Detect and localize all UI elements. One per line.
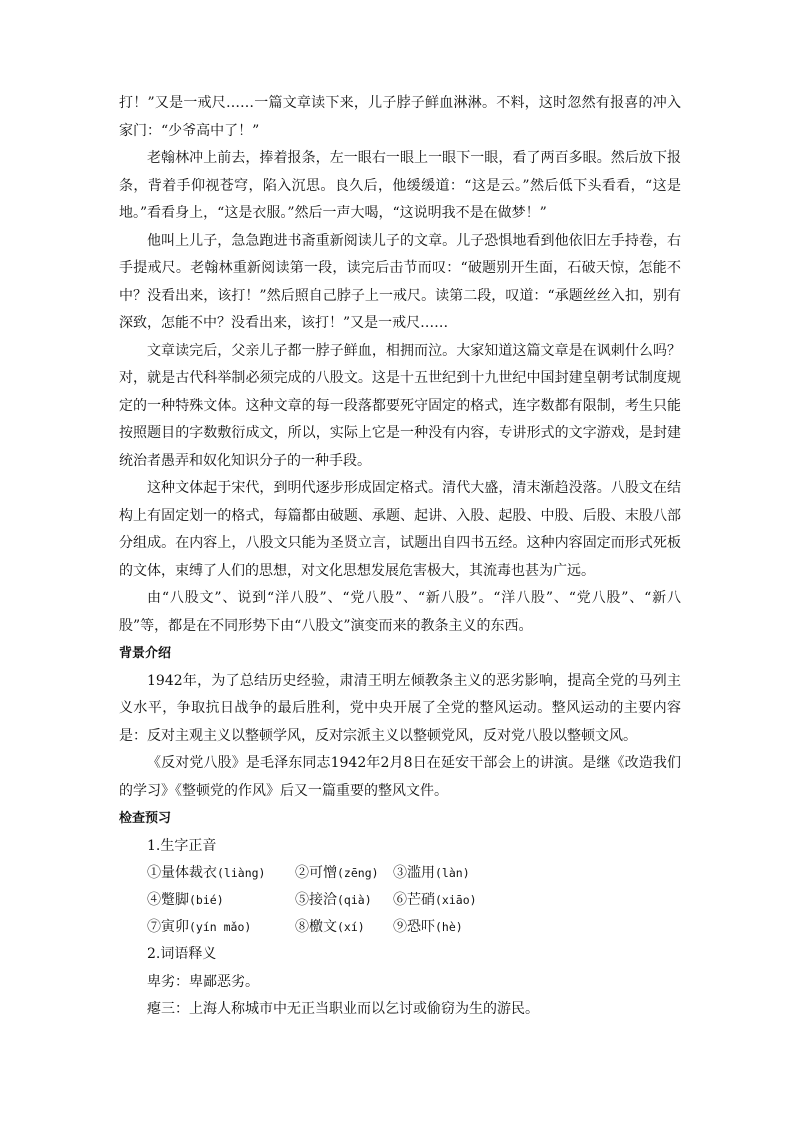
pinyin: (qià) xyxy=(337,893,372,907)
background-paragraph-2: 《反对党八股》是毛泽东同志1942年2月8日在延安干部会上的讲演。是继《改造我们的学习》《整顿党的作风》后又一篇重要的整风文件。 xyxy=(119,755,681,799)
pinyin: (bié) xyxy=(189,893,224,907)
word: ②可憎 xyxy=(295,865,337,881)
definitions-section-title: 2.词语释义 xyxy=(147,946,217,962)
word: ①量体裁衣 xyxy=(147,865,217,881)
pronunciation-item xyxy=(295,914,393,941)
pronunciation-section-title: 1.生字正音 xyxy=(147,837,217,854)
pinyin: (xí) xyxy=(337,920,365,934)
background-heading: 背景介绍 xyxy=(119,646,172,661)
word: ⑦寅卯 xyxy=(147,919,189,935)
document-page xyxy=(119,90,681,1024)
explanation-paragraph-3: 由“八股文”、说到“洋八股”、“党八股”、“新八股”。“洋八股”、“党八股”、“新八股”等，都是在不同形势下由“八股文”演变而来的教条主义的东西。 xyxy=(119,590,681,634)
pinyin: (liàng) xyxy=(217,866,266,880)
pinyin: (yín mǎo) xyxy=(189,920,252,934)
story-paragraph-3: 他叫上儿子，急急跑进书斋重新阅读儿子的文章。儿子恐惧地看到他依旧左手持卷，右手提戒尺。老翰林重新阅读第一段，读完后击节而叹：“破题别开生面，石破天惊，怎能不中？没看出来，该打！”然后照自己脖子上一戒尺。读第二段，叹道：“承题丝丝入扣，别有深致，怎能不中？没看出来，该打！”又是一戒尺…… xyxy=(119,232,681,331)
pinyin: (làn) xyxy=(435,866,470,880)
pronunciation-item xyxy=(295,887,393,914)
pronunciation-grid xyxy=(119,860,681,941)
definition-item: 瘪三：上海人称城市中无正当职业而以乞讨或偷窃为生的游民。 xyxy=(147,1001,539,1017)
definition-item: 卑劣：卑鄙恶劣。 xyxy=(147,973,259,990)
story-paragraph-1: 打！”又是一戒尺……一篇文章读下来，儿子脖子鲜血淋淋。不料，这时忽然有报喜的冲入家门：“少爷高中了！” xyxy=(119,95,681,139)
word: ③滥用 xyxy=(393,865,435,881)
pronunciation-item xyxy=(147,860,295,887)
word: ⑧檄文 xyxy=(295,919,337,935)
pinyin: (hè) xyxy=(435,920,463,934)
pinyin: (xiāo) xyxy=(435,893,477,907)
pronunciation-item xyxy=(147,887,295,914)
pronunciation-item xyxy=(393,860,533,887)
pronunciation-row xyxy=(147,860,681,887)
pronunciation-item xyxy=(393,914,533,941)
pronunciation-item xyxy=(393,887,533,914)
pronunciation-row xyxy=(147,887,681,914)
preview-heading: 检查预习 xyxy=(119,811,172,826)
word: ⑨恐吓 xyxy=(393,919,435,935)
pronunciation-row xyxy=(147,914,681,941)
pronunciation-item xyxy=(295,860,393,887)
word: ④蹩脚 xyxy=(147,892,189,908)
pinyin: (zēng) xyxy=(337,866,379,880)
background-paragraph-1: 1942年，为了总结历史经验，肃清王明左倾教条主义的恶劣影响，提高全党的马列主义水平，争取抗日战争的最后胜利，党中央开展了全党的整风运动。整风运动的主要内容是：反对主观主义以整顿学风，反对宗派主义以整顿党风，反对党八股以整顿文风。 xyxy=(119,672,681,744)
word: ⑤接洽 xyxy=(295,892,337,908)
explanation-paragraph-2: 这种文体起于宋代，到明代逐步形成固定格式。清代大盛，清末渐趋没落。八股文在结构上有固定划一的格式，每篇都由破题、承题、起讲、入股、起股、中股、后股、末股八部分组成。在内容上，八股文只能为圣贤立言，试题出自四书五经。这种内容固定而形式死板的文体，束缚了人们的思想，对文化思想发展危害极大，其流毒也甚为广远。 xyxy=(119,480,681,579)
pronunciation-item xyxy=(147,914,295,941)
explanation-paragraph-1: 文章读完后，父亲儿子都一脖子鲜血，相拥而泣。大家知道这篇文章是在讽刺什么吗？对，就是古代科举制必须完成的八股文。这是十五世纪到十九世纪中国封建皇朝考试制度规定的一种特殊文体。这种文章的每一段落都要死守固定的格式，连字数都有限制，考生只能按照题目的字数敷衍成文，所以，实际上它是一种没有内容，专讲形式的文字游戏，是封建统治者愚弄和奴化知识分子的一种手段。 xyxy=(119,342,681,469)
story-paragraph-2: 老翰林冲上前去，捧着报条，左一眼右一眼上一眼下一眼，看了两百多眼。然后放下报条，背着手仰视苍穹，陷入沉思。良久后，他缓缓道：“这是云。”然后低下头看看，“这是地。”看看身上，“这是衣服。”然后一声大喝，“这说明我不是在做梦！” xyxy=(119,150,681,221)
word: ⑥芒硝 xyxy=(393,892,435,908)
